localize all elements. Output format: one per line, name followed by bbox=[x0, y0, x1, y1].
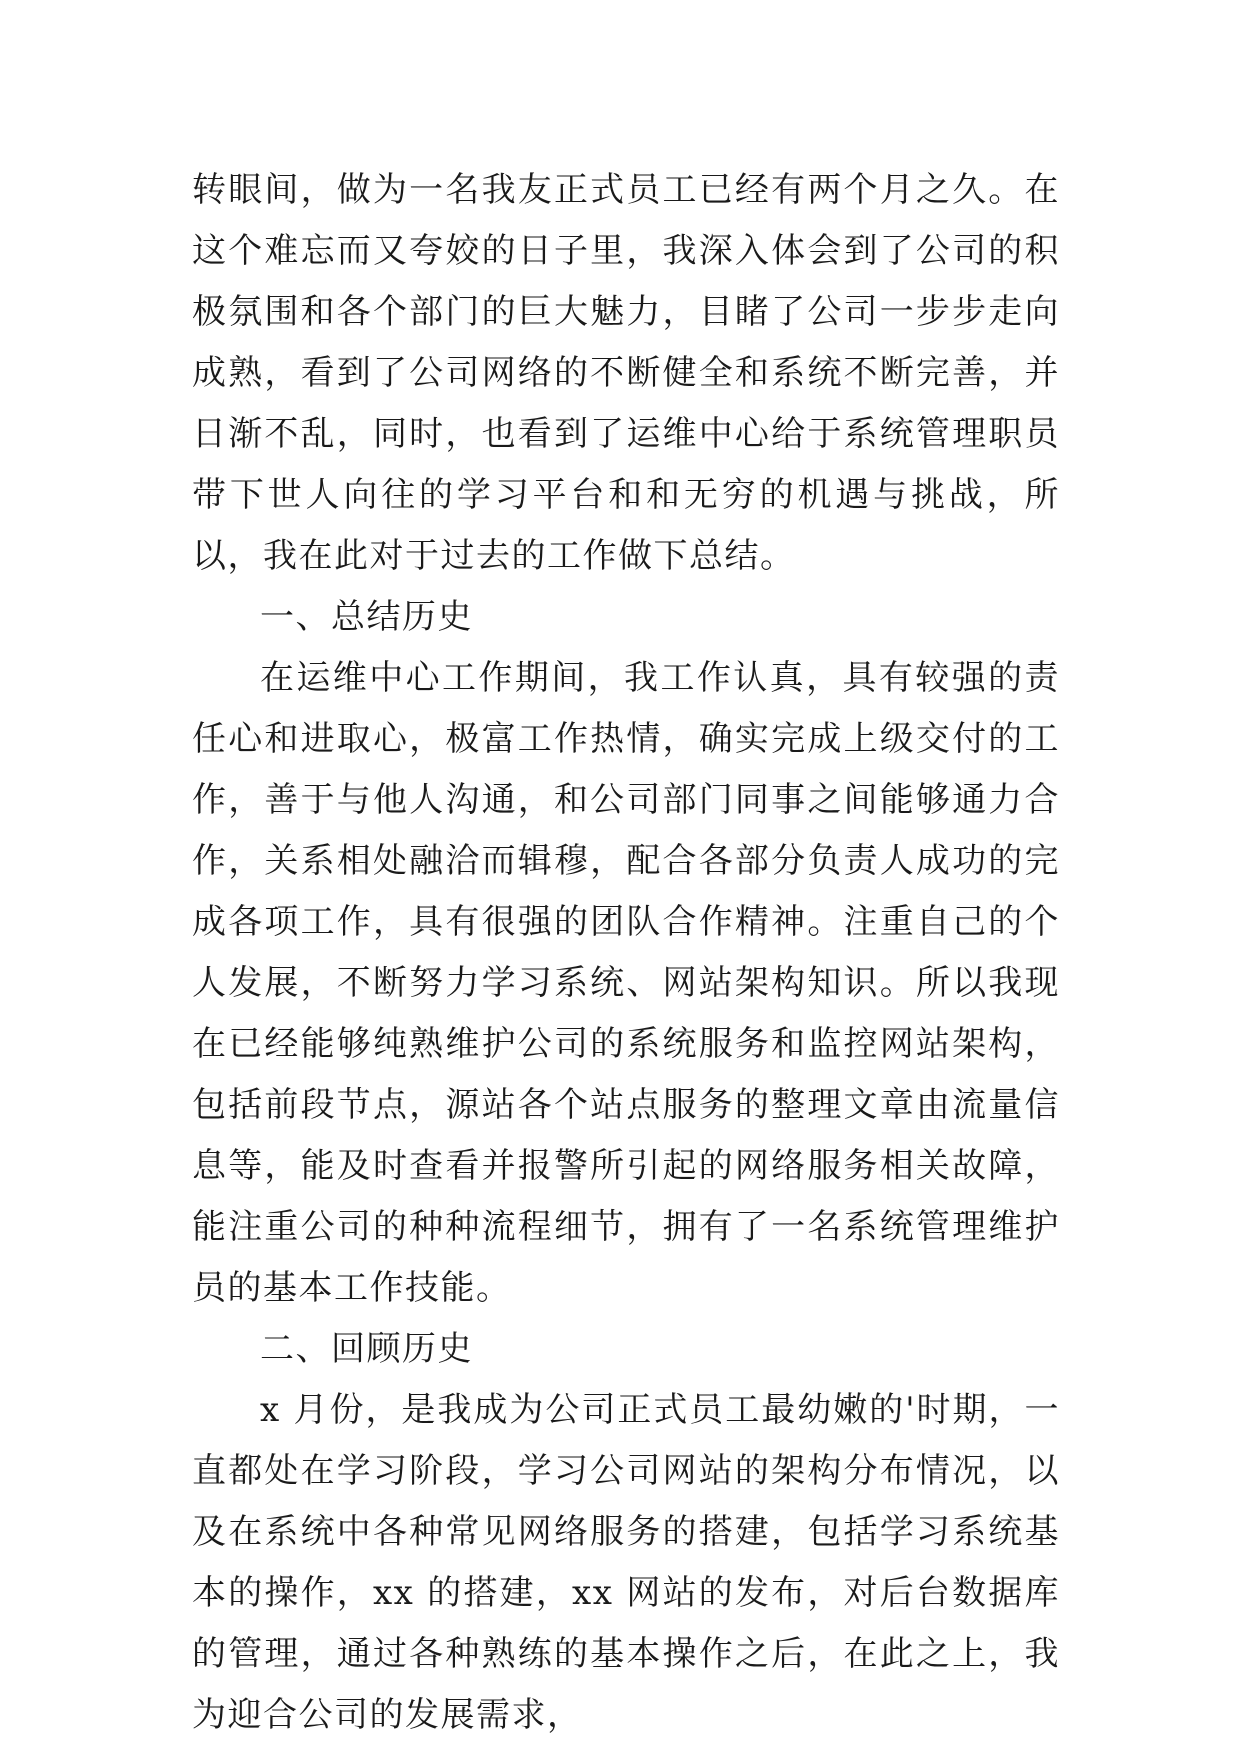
intro-paragraph: 转眼间，做为一名我友正式员工已经有两个月之久。在这个难忘而又夸姣的日子里，我深入体会到了公司的积极氛围和各个部门的巨大魅力，目睹了公司一步步走向成熟，看到了公司网络的不断健全和系统不断完善，并日渐不乱，同时，也看到了运维中心给于系统管理职员带下世人向往的学习平台和和无穷的机遇与挑战，所以，我在此对于过去的工作做下总结。 bbox=[192, 170, 1060, 576]
review-paragraph: x 月份，是我成为公司正式员工最幼嫩的'时期，一直都处在学习阶段，学习公司网站的架构分布情况，以及在系统中各种常见网络服务的搭建，包括学习系统基本的操作，xx 的搭建，xx 网站的发布，对后台数据库的管理，通过各种熟练的基本操作之后，在此之上，我为迎合公司的发展需求， bbox=[192, 1390, 1060, 1735]
section-heading-summary: 一、总结历史 bbox=[260, 597, 473, 637]
summary-paragraph: 在运维中心工作期间，我工作认真，具有较强的责任心和进取心，极富工作热情，确实完成上级交付的工作，善于与他人沟通，和公司部门同事之间能够通力合作，关系相处融洽而辑穆，配合各部分负责人成功的完成各项工作，具有很强的团队合作精神。注重自己的个人发展，不断努力学习系统、网站架构知识。所以我现在已经能够纯熟维护公司的系统服务和监控网站架构，包括前段节点，源站各个站点服务的整理文章由流量信息等，能及时查看并报警所引起的网络服务相关故障，能注重公司的种种流程细节，拥有了一名系统管理维护员的基本工作技能。 bbox=[192, 658, 1060, 1308]
document-body bbox=[192, 160, 1060, 1746]
section-heading-review: 二、回顾历史 bbox=[260, 1329, 473, 1369]
